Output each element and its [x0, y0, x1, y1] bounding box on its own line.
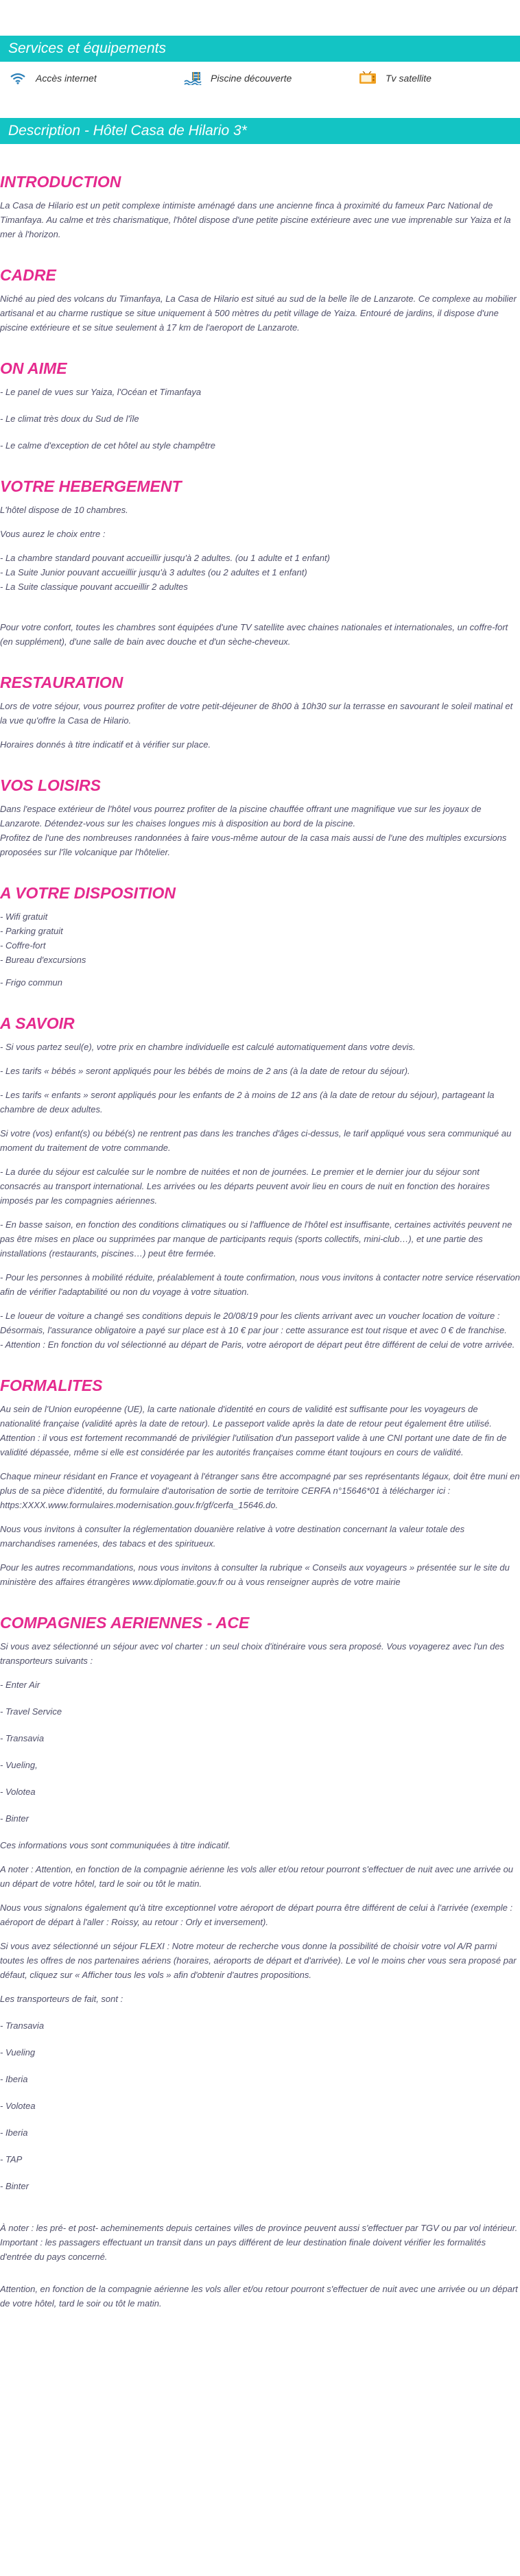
- list-item: - Vueling,: [0, 1760, 38, 1770]
- list-item: - Iberia: [0, 2074, 28, 2084]
- list-item: - Iberia: [0, 2127, 28, 2138]
- description-title: Description - Hôtel Casa de Hilario 3*: [8, 123, 247, 139]
- service-item-internet: [8, 71, 183, 86]
- list-item: - La Suite classique pouvant accueillir 2 adultes: [0, 582, 188, 592]
- loisirs-text: Dans l'espace extérieur de l'hôtel vous pourrez profiter de la piscine chauffée offrant une magnifique vue sur les joyaux de Lanzarote. Détendez-vous sur les chaises longues mis à disposition au bord de la piscine.: [0, 804, 482, 828]
- list-item: - Parking gratuit: [0, 926, 63, 936]
- list-item: - Le climat très doux du Sud de l'île: [0, 414, 139, 424]
- savoir-text: - Le loueur de voiture a changé ses conditions depuis le 20/08/19 pour les clients arrivant avec un voucher location de voiture : Désormais, l'assurance obligatoire a payé sur place est à 10 € par jour : cette assurance est tout risque et avec 0 € de franchise.: [0, 1311, 507, 1335]
- savoir-text: - Les tarifs « bébés » seront appliqués pour les bébés de moins de 2 ans (à la date de retour du séjour).: [0, 1066, 410, 1076]
- compagnies-info: Ces informations vous sont communiquées à titre indicatif.: [0, 1840, 231, 1850]
- list-item: - Le calme d'exception de cet hôtel au style champêtre: [0, 440, 215, 451]
- list-item: - Frigo commun: [0, 977, 63, 988]
- list-item: - TAP: [0, 2154, 23, 2164]
- description-content: [0, 173, 520, 2311]
- pool-icon: [183, 71, 202, 86]
- cadre-text: Niché au pied des volcans du Timanfaya, La Casa de Hilario est situé au sud de la belle île de Lanzarote. Ce complexe au mobilier artisanal et au charme rustique se situe uniquement à 500 mètres du petit village de Yaiza. Entouré de jardins, il dispose d'une piscine extérieure et se situe seulement à 17 km de l'aeroport de Lanzarote.: [0, 294, 517, 333]
- services-list: [0, 62, 520, 94]
- savoir-text: - Attention : En fonction du vol sélectionné au départ de Paris, votre aéroport de départ peut être différent de celui de votre arrivée.: [0, 1339, 515, 1350]
- compagnies-note: A noter : Attention, en fonction de la compagnie aérienne les vols aller et/ou retour pourront s'effectuer de nuit avec une arrivée ou un départ de votre hôtel, tard le soir ou tôt le matin.: [0, 1864, 514, 1889]
- savoir-text: - Pour les personnes à mobilité réduite, préalablement à toute confirmation, nous vous invitons à contacter notre service réservation afin de vérifier l'adaptabilité ou non du voyage à votre situation.: [0, 1272, 520, 1297]
- service-label: Piscine découverte: [211, 72, 292, 84]
- formalites-text: Nous vous invitons à consulter la réglementation douanière relative à votre destination concernant la valeur totale des marchandises ramenées, des tabacs et des spiritueux.: [0, 1524, 465, 1549]
- list-item: - Volotea: [0, 1787, 36, 1797]
- page: [0, 36, 520, 2311]
- services-title: Services et équipements: [8, 40, 166, 56]
- service-label: Tv satellite: [386, 72, 432, 84]
- services-banner: [0, 36, 520, 62]
- list-item: - La chambre standard pouvant accueillir jusqu'à 2 adultes. (ou 1 adulte et 1 enfant): [0, 553, 330, 563]
- hebergement-comfort: Pour votre confort, toutes les chambres sont équipées d'une TV satellite avec chaines nationales et internationales, un coffre-fort (en supplément), d'une salle de bain avec douche et d'un sèche-cheveux.: [0, 622, 508, 647]
- section-heading-formalites: FORMALITES: [0, 1376, 103, 1394]
- hebergement-intro: L'hôtel dispose de 10 chambres.: [0, 505, 128, 515]
- list-item: - La Suite Junior pouvant accueillir jusqu'à 3 adultes (ou 2 adultes et 1 enfant): [0, 567, 307, 577]
- list-item: - Travel Service: [0, 1706, 62, 1717]
- section-heading-introduction: INTRODUCTION: [0, 173, 121, 191]
- section-heading-hebergement: VOTRE HEBERGEMENT: [0, 477, 182, 495]
- hebergement-choice: Vous aurez le choix entre :: [0, 529, 106, 539]
- section-heading-savoir: A SAVOIR: [0, 1014, 75, 1032]
- compagnies-note: Nous vous signalons également qu'à titre exceptionnel votre aéroport de départ pourra être différent de celui à l'arrivée (exemple : aéroport de départ à l'aller : Roissy, au retour : Orly et inversement).: [0, 1903, 513, 1927]
- section-heading-compagnies: COMPAGNIES AERIENNES - ACE: [0, 1614, 250, 1632]
- compagnies-regular-intro: Les transporteurs de fait, sont :: [0, 1994, 123, 2004]
- list-item: - Vueling: [0, 2047, 36, 2058]
- formalites-text: Au sein de l'Union européenne (UE), la carte nationale d'identité en cours de validité est suffisante pour les voyageurs de nationalité française (validité après la date de retour). Le passeport valide après la date de retour peut également être utilisé. Attention : il vous est fortement recommandé de privilégier l'utilisation d'un passeport valide à une CNI portant une date de fin de validité dépassée, même si elle est considérée par les autorités françaises comme étant toujours en cours de validité.: [0, 1404, 507, 1457]
- description-banner: [0, 118, 520, 144]
- savoir-text: - La durée du séjour est calculée sur le nombre de nuitées et non de journées. Le premier et le dernier jour du séjour sont consacrés au transport international. Les arrivées ou les départs peuvent avoir lieu en cours de nuit en fonction des horaires imposés par les compagnies aériennes.: [0, 1167, 490, 1206]
- list-item: - Enter Air: [0, 1680, 40, 1690]
- service-item-pool: [183, 71, 358, 86]
- section-heading-restauration: RESTAURATION: [0, 673, 123, 691]
- service-label: Accès internet: [36, 72, 97, 84]
- list-item: - Binter: [0, 1813, 29, 1824]
- list-item: - Volotea: [0, 2101, 36, 2111]
- section-heading-cadre: CADRE: [0, 266, 56, 284]
- compagnies-note: Attention, en fonction de la compagnie aérienne les vols aller et/ou retour pourront s'effectuer de nuit avec une arrivée ou un départ de votre hôtel, tard le soir ou tôt le matin.: [0, 2284, 518, 2309]
- list-item: - Wifi gratuit: [0, 911, 48, 922]
- list-item: - Le panel de vues sur Yaiza, l'Océan et Timanfaya: [0, 387, 202, 397]
- formalites-text: Chaque mineur résidant en France et voyageant à l'étranger sans être accompagné par ses représentants légaux, doit être muni en plus de sa pièce d'identité, du formulaire d'autorisation de sortie de territoire CERFA n°15646*01 à télécharger ici : https:XXXX.www.formulaires.modernisation.gouv.fr/gf/cerfa_15646.do.: [0, 1471, 520, 1510]
- list-item: - Transavia: [0, 1733, 45, 1743]
- list-item: - Transavia: [0, 2020, 45, 2031]
- section-heading-loisirs: VOS LOISIRS: [0, 776, 101, 794]
- compagnies-intro: Si vous avez sélectionné un séjour avec vol charter : un seul choix d'itinéraire vous sera proposé. Vous voyagerez avec l'un des transporteurs suivants :: [0, 1641, 505, 1666]
- savoir-text: Si votre (vos) enfant(s) ou bébé(s) ne rentrent pas dans les tranches d'âges ci-dessus, le tarif appliqué vous sera communiqué au moment du traitement de votre commande.: [0, 1128, 512, 1153]
- compagnies-flexi: Si vous avez sélectionné un séjour FLEXI : Notre moteur de recherche vous donne la possibilité de choisir votre vol A/R parmi toutes les offres de nos partenaires aériens (horaires, aéroports de départ et d'arrivée). Le vol le moins cher vous sera proposé par défaut, cliquez sur « Afficher tous les vols » afin d'obtenir d'autres propositions.: [0, 1941, 517, 1980]
- savoir-text: - Si vous partez seul(e), votre prix en chambre individuelle est calculé automatiquement dans votre devis.: [0, 1042, 416, 1052]
- service-item-tv: [358, 71, 432, 86]
- restauration-note: Horaires donnés à titre indicatif et à vérifier sur place.: [0, 739, 211, 750]
- compagnies-note: À noter : les pré- et post- acheminements depuis certaines villes de province peuvent aussi s'effectuer par TGV ou par vol intérieur. Important : les passagers effectuant un transit dans un pays différent de leur destination finale doivent vérifier les formalités d'entrée du pays concerné.: [0, 2223, 518, 2262]
- savoir-text: - Les tarifs « enfants » seront appliqués pour les enfants de 2 à moins de 12 ans (à la date de retour du séjour), partageant la chambre de deux adultes.: [0, 1090, 495, 1114]
- restauration-text: Lors de votre séjour, vous pourrez profiter de votre petit-déjeuner de 8h00 à 10h30 sur la terrasse en savourant le soleil matinal et la vue qu'offre la Casa de Hilario.: [0, 701, 513, 726]
- savoir-text: - En basse saison, en fonction des conditions climatiques ou si l'affluence de l'hôtel est insuffisante, certaines activités peuvent ne pas être mises en place ou supprimées par manque de participants requis (sports collectifs, mini-club…), et une partie des installations (restaurants, piscines…) peut être fermée.: [0, 1219, 512, 1259]
- loisirs-text: Profitez de l'une des nombreuses randonnées à faire vous-même autour de la casa mais aussi de l'une des multiples excursions proposées sur l'île volcanique par l'hôtelier.: [0, 833, 507, 857]
- list-item: - Bureau d'excursions: [0, 955, 86, 965]
- section-heading-disposition: A VOTRE DISPOSITION: [0, 884, 176, 902]
- tv-icon: [358, 71, 377, 86]
- formalites-text: Pour les autres recommandations, nous vous invitons à consulter la rubrique « Conseils aux voyageurs » présentée sur le site du ministère des affaires étrangères www.diplomatie.gouv.fr ou à vous renseigner auprès de votre mairie: [0, 1562, 510, 1587]
- introduction-text: La Casa de Hilario est un petit complexe intimiste aménagé dans une ancienne finca à proximité du fameux Parc National de Timanfaya. Au calme et très charismatique, l'hôtel dispose d'une petite piscine extérieure avec une vue imprenable sur Yaiza et la mer à l'horizon.: [0, 200, 511, 239]
- wifi-icon: [8, 71, 27, 86]
- list-item: - Binter: [0, 2181, 29, 2191]
- section-heading-on-aime: ON AIME: [0, 359, 67, 377]
- list-item: - Coffre-fort: [0, 940, 46, 951]
